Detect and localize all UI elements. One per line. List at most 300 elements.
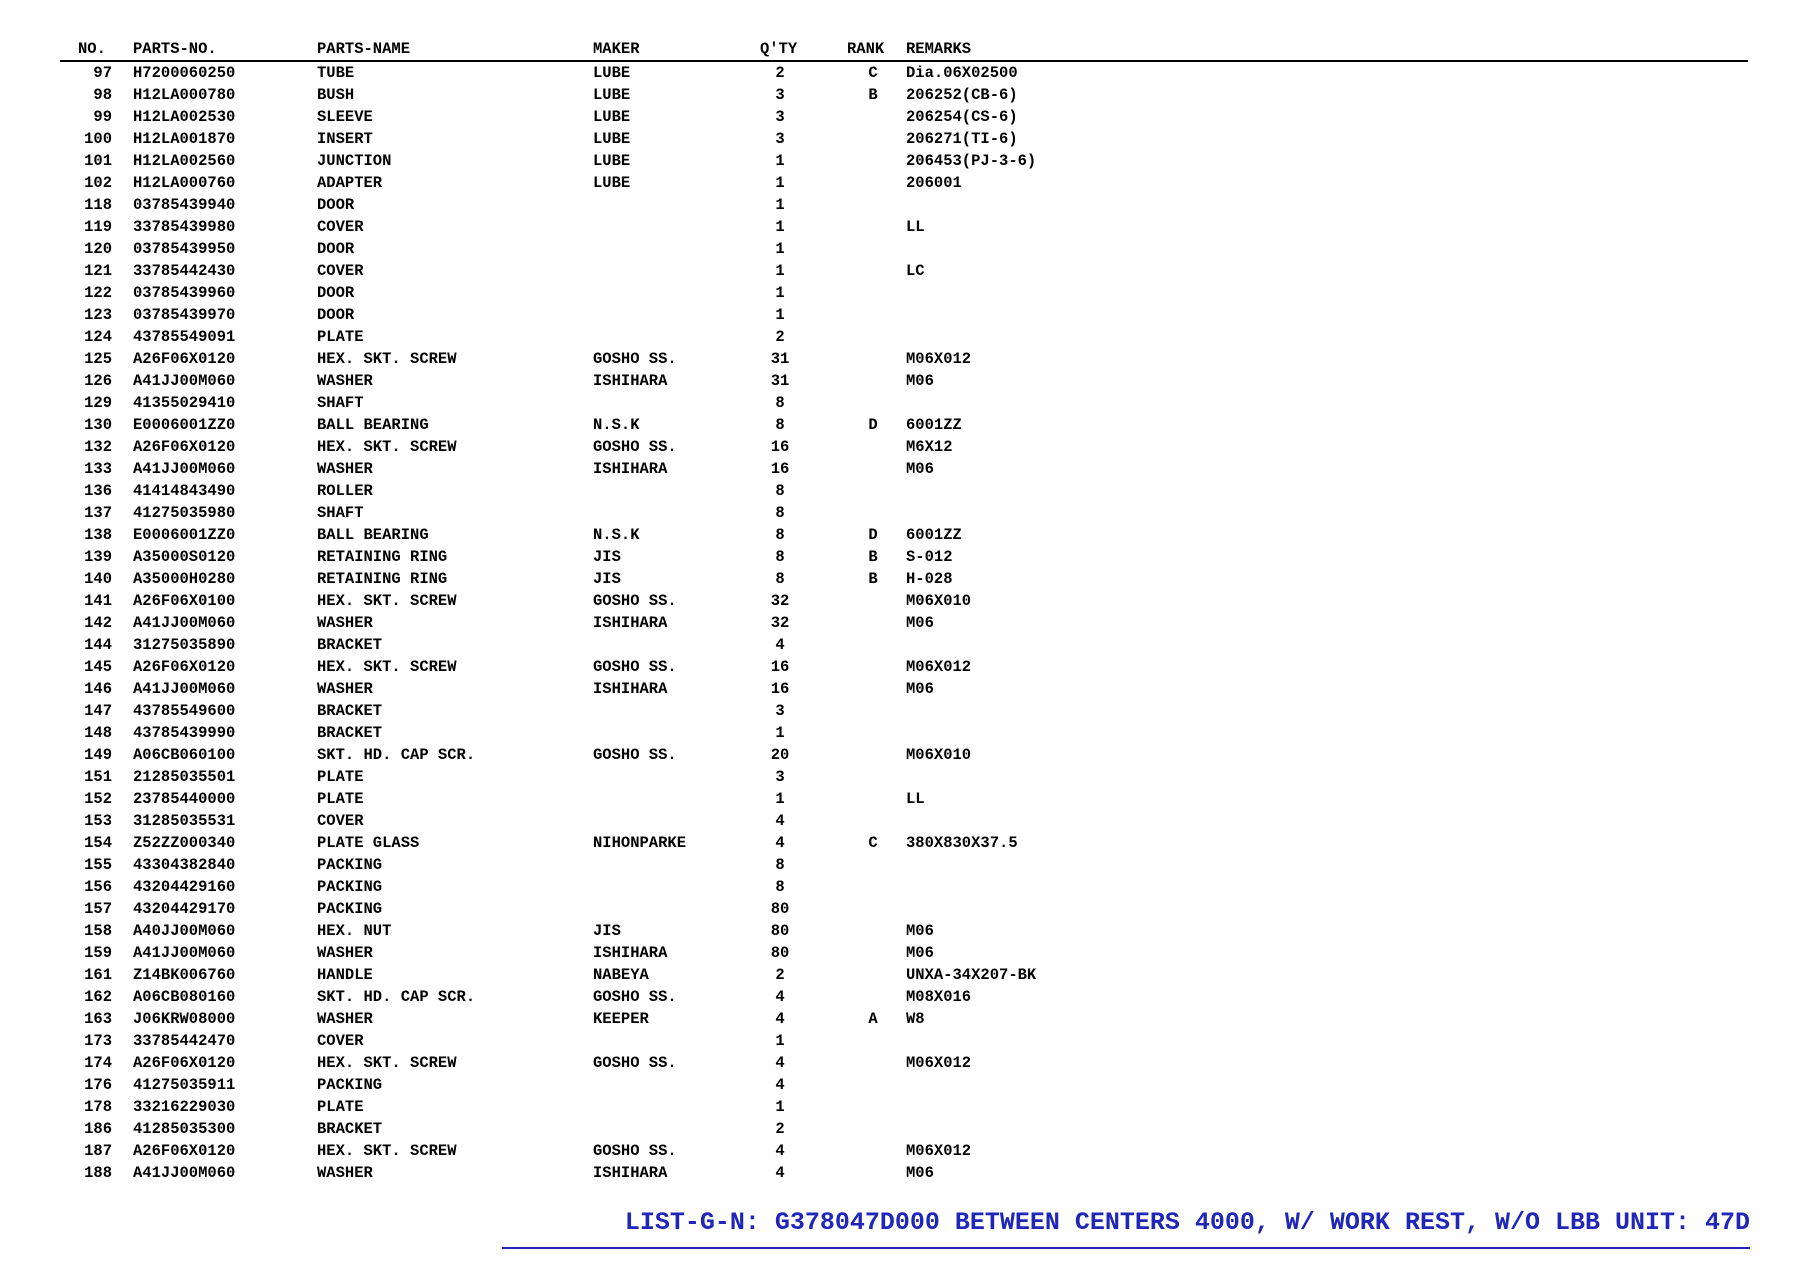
cell-parts-name: DOOR xyxy=(317,196,355,214)
cell-rank: D xyxy=(868,526,878,544)
cell-qty: 20 xyxy=(770,746,790,764)
cell-parts-no: A06CB060100 xyxy=(133,746,236,764)
cell-remarks: M06 xyxy=(906,680,934,698)
cell-parts-no: 33785442430 xyxy=(133,262,236,280)
cell-maker: GOSHO SS. xyxy=(593,1142,677,1160)
cell-maker: NIHONPARKE xyxy=(593,834,687,852)
table-row xyxy=(60,1074,1750,1096)
table-row xyxy=(60,62,1750,84)
cell-parts-name: HEX. SKT. SCREW xyxy=(317,350,457,368)
cell-qty: 80 xyxy=(770,922,790,940)
cell-maker: JIS xyxy=(593,922,621,940)
cell-remarks: M06 xyxy=(906,372,934,390)
table-row xyxy=(60,326,1750,348)
cell-parts-no: A35000S0120 xyxy=(133,548,236,566)
cell-parts-no: A26F06X0120 xyxy=(133,350,236,368)
cell-no: 99 xyxy=(93,108,112,126)
cell-no: 121 xyxy=(84,262,112,280)
cell-remarks: 380X830X37.5 xyxy=(906,834,1018,852)
cell-parts-no: 33785439980 xyxy=(133,218,236,236)
cell-qty: 4 xyxy=(775,1164,785,1182)
cell-no: 146 xyxy=(84,680,112,698)
cell-no: 140 xyxy=(84,570,112,588)
table-row xyxy=(60,744,1750,766)
cell-parts-no: A41JJ00M060 xyxy=(133,460,236,478)
cell-parts-no: 43785549600 xyxy=(133,702,236,720)
header-no: NO. xyxy=(78,40,106,58)
cell-qty: 4 xyxy=(775,1076,785,1094)
cell-parts-name: HEX. SKT. SCREW xyxy=(317,1054,457,1072)
table-row xyxy=(60,1052,1750,1074)
cell-parts-no: H12LA002560 xyxy=(133,152,236,170)
cell-parts-name: PLATE xyxy=(317,790,364,808)
cell-parts-no: E0006001ZZ0 xyxy=(133,416,236,434)
cell-parts-name: WASHER xyxy=(317,460,373,478)
header-parts-no: PARTS-NO. xyxy=(133,40,217,58)
cell-parts-name: WASHER xyxy=(317,944,373,962)
cell-qty: 1 xyxy=(775,152,785,170)
table-row xyxy=(60,678,1750,700)
cell-no: 158 xyxy=(84,922,112,940)
cell-parts-name: DOOR xyxy=(317,240,355,258)
cell-no: 148 xyxy=(84,724,112,742)
cell-parts-no: 41414843490 xyxy=(133,482,236,500)
cell-parts-no: Z14BK006760 xyxy=(133,966,236,984)
cell-parts-name: COVER xyxy=(317,1032,364,1050)
cell-qty: 2 xyxy=(775,64,785,82)
list-footer-title: LIST-G-N: G378047D000 BETWEEN CENTERS 4000, W/ WORK REST, W/O LBB UNIT: 47D xyxy=(502,1207,1750,1249)
cell-parts-name: JUNCTION xyxy=(317,152,392,170)
cell-no: 187 xyxy=(84,1142,112,1160)
cell-parts-no: 43204429160 xyxy=(133,878,236,896)
cell-parts-name: BRACKET xyxy=(317,1120,383,1138)
table-row xyxy=(60,282,1750,304)
cell-qty: 80 xyxy=(770,944,790,962)
cell-no: 174 xyxy=(84,1054,112,1072)
cell-maker: LUBE xyxy=(593,64,631,82)
cell-qty: 32 xyxy=(770,614,790,632)
cell-parts-name: ADAPTER xyxy=(317,174,383,192)
table-row xyxy=(60,238,1750,260)
cell-no: 186 xyxy=(84,1120,112,1138)
cell-maker: ISHIHARA xyxy=(593,1164,668,1182)
cell-parts-name: BALL BEARING xyxy=(317,416,429,434)
cell-qty: 2 xyxy=(775,966,785,984)
cell-parts-name: BUSH xyxy=(317,86,355,104)
cell-maker: ISHIHARA xyxy=(593,460,668,478)
cell-maker: JIS xyxy=(593,570,621,588)
cell-no: 102 xyxy=(84,174,112,192)
cell-no: 145 xyxy=(84,658,112,676)
cell-parts-name: BALL BEARING xyxy=(317,526,429,544)
cell-no: 152 xyxy=(84,790,112,808)
cell-qty: 1 xyxy=(775,306,785,324)
table-row xyxy=(60,502,1750,524)
cell-parts-name: WASHER xyxy=(317,680,373,698)
header-remarks: REMARKS xyxy=(906,40,972,58)
cell-parts-name: SKT. HD. CAP SCR. xyxy=(317,746,476,764)
cell-no: 178 xyxy=(84,1098,112,1116)
cell-parts-name: PLATE xyxy=(317,328,364,346)
cell-parts-name: SHAFT xyxy=(317,504,364,522)
cell-no: 125 xyxy=(84,350,112,368)
cell-maker: ISHIHARA xyxy=(593,680,668,698)
table-row xyxy=(60,84,1750,106)
cell-qty: 1 xyxy=(775,790,785,808)
table-row xyxy=(60,634,1750,656)
cell-parts-name: COVER xyxy=(317,812,364,830)
cell-no: 163 xyxy=(84,1010,112,1028)
cell-parts-name: PACKING xyxy=(317,1076,383,1094)
cell-qty: 4 xyxy=(775,834,785,852)
cell-parts-no: 43785549091 xyxy=(133,328,236,346)
cell-parts-no: A06CB080160 xyxy=(133,988,236,1006)
table-row xyxy=(60,832,1750,854)
cell-parts-no: A41JJ00M060 xyxy=(133,1164,236,1182)
cell-parts-no: H12LA000760 xyxy=(133,174,236,192)
cell-qty: 1 xyxy=(775,284,785,302)
cell-no: 188 xyxy=(84,1164,112,1182)
cell-parts-name: HEX. SKT. SCREW xyxy=(317,438,457,456)
cell-rank: B xyxy=(868,570,878,588)
cell-parts-no: 03785439940 xyxy=(133,196,236,214)
cell-parts-no: A26F06X0120 xyxy=(133,658,236,676)
cell-parts-no: 03785439950 xyxy=(133,240,236,258)
table-row xyxy=(60,414,1750,436)
table-body xyxy=(60,62,1750,1184)
cell-parts-no: 21285035501 xyxy=(133,768,236,786)
cell-parts-no: H12LA002530 xyxy=(133,108,236,126)
cell-qty: 31 xyxy=(770,372,790,390)
header-parts-name: PARTS-NAME xyxy=(317,40,411,58)
cell-parts-name: HEX. NUT xyxy=(317,922,392,940)
cell-remarks: M06X010 xyxy=(906,592,972,610)
cell-parts-name: SKT. HD. CAP SCR. xyxy=(317,988,476,1006)
cell-parts-no: 23785440000 xyxy=(133,790,236,808)
cell-remarks: 206254(CS-6) xyxy=(906,108,1018,126)
table-row xyxy=(60,106,1750,128)
cell-maker: NABEYA xyxy=(593,966,649,984)
table-row xyxy=(60,854,1750,876)
cell-qty: 4 xyxy=(775,1142,785,1160)
cell-no: 123 xyxy=(84,306,112,324)
cell-rank: B xyxy=(868,86,878,104)
table-row xyxy=(60,788,1750,810)
cell-parts-name: PACKING xyxy=(317,856,383,874)
table-row xyxy=(60,194,1750,216)
cell-remarks: S-012 xyxy=(906,548,953,566)
cell-rank: D xyxy=(868,416,878,434)
cell-qty: 80 xyxy=(770,900,790,918)
cell-maker: N.S.K xyxy=(593,416,640,434)
cell-parts-no: 03785439970 xyxy=(133,306,236,324)
cell-parts-name: INSERT xyxy=(317,130,373,148)
cell-maker: KEEPER xyxy=(593,1010,649,1028)
cell-parts-name: BRACKET xyxy=(317,702,383,720)
cell-qty: 1 xyxy=(775,262,785,280)
cell-remarks: LL xyxy=(906,790,925,808)
table-row xyxy=(60,700,1750,722)
cell-qty: 8 xyxy=(775,878,785,896)
cell-no: 157 xyxy=(84,900,112,918)
cell-remarks: 206271(TI-6) xyxy=(906,130,1018,148)
cell-qty: 3 xyxy=(775,86,785,104)
cell-qty: 1 xyxy=(775,174,785,192)
cell-qty: 16 xyxy=(770,460,790,478)
cell-parts-name: RETAINING RING xyxy=(317,570,448,588)
cell-qty: 8 xyxy=(775,526,785,544)
cell-parts-no: 31285035531 xyxy=(133,812,236,830)
cell-remarks: M06X012 xyxy=(906,1054,972,1072)
cell-no: 137 xyxy=(84,504,112,522)
cell-parts-name: PLATE GLASS xyxy=(317,834,420,852)
cell-parts-no: 43304382840 xyxy=(133,856,236,874)
table-row xyxy=(60,656,1750,678)
cell-qty: 3 xyxy=(775,702,785,720)
cell-parts-name: PACKING xyxy=(317,900,383,918)
cell-parts-no: 41275035980 xyxy=(133,504,236,522)
cell-parts-name: PLATE xyxy=(317,768,364,786)
cell-parts-name: WASHER xyxy=(317,614,373,632)
cell-qty: 4 xyxy=(775,1054,785,1072)
cell-qty: 4 xyxy=(775,636,785,654)
table-row xyxy=(60,128,1750,150)
header-qty: Q'TY xyxy=(760,40,798,58)
table-row xyxy=(60,964,1750,986)
cell-parts-name: HEX. SKT. SCREW xyxy=(317,658,457,676)
cell-parts-name: RETAINING RING xyxy=(317,548,448,566)
cell-qty: 4 xyxy=(775,812,785,830)
cell-remarks: M06X012 xyxy=(906,350,972,368)
cell-no: 132 xyxy=(84,438,112,456)
cell-no: 122 xyxy=(84,284,112,302)
cell-qty: 4 xyxy=(775,988,785,1006)
table-row xyxy=(60,392,1750,414)
cell-no: 161 xyxy=(84,966,112,984)
cell-parts-no: 33216229030 xyxy=(133,1098,236,1116)
cell-parts-no: 41285035300 xyxy=(133,1120,236,1138)
cell-maker: ISHIHARA xyxy=(593,944,668,962)
cell-no: 130 xyxy=(84,416,112,434)
cell-parts-name: PACKING xyxy=(317,878,383,896)
cell-no: 151 xyxy=(84,768,112,786)
cell-rank: B xyxy=(868,548,878,566)
cell-qty: 2 xyxy=(775,328,785,346)
cell-parts-name: DOOR xyxy=(317,284,355,302)
cell-remarks: W8 xyxy=(906,1010,925,1028)
cell-remarks: M06 xyxy=(906,614,934,632)
cell-parts-no: H7200060250 xyxy=(133,64,236,82)
cell-parts-no: 41275035911 xyxy=(133,1076,236,1094)
cell-remarks: LC xyxy=(906,262,925,280)
cell-qty: 1 xyxy=(775,1032,785,1050)
cell-qty: 8 xyxy=(775,394,785,412)
cell-maker: ISHIHARA xyxy=(593,372,668,390)
cell-no: 138 xyxy=(84,526,112,544)
cell-no: 141 xyxy=(84,592,112,610)
cell-parts-name: DOOR xyxy=(317,306,355,324)
cell-maker: GOSHO SS. xyxy=(593,438,677,456)
table-row xyxy=(60,1118,1750,1140)
cell-remarks: Dia.06X02500 xyxy=(906,64,1018,82)
cell-no: 173 xyxy=(84,1032,112,1050)
cell-parts-name: SLEEVE xyxy=(317,108,373,126)
cell-remarks: UNXA-34X207-BK xyxy=(906,966,1037,984)
header-rank: RANK xyxy=(847,40,885,58)
cell-no: 126 xyxy=(84,372,112,390)
cell-parts-no: A41JJ00M060 xyxy=(133,372,236,390)
cell-qty: 1 xyxy=(775,1098,785,1116)
cell-qty: 31 xyxy=(770,350,790,368)
cell-parts-no: 43204429170 xyxy=(133,900,236,918)
cell-no: 118 xyxy=(84,196,112,214)
cell-parts-name: HEX. SKT. SCREW xyxy=(317,1142,457,1160)
cell-qty: 8 xyxy=(775,416,785,434)
table-row xyxy=(60,568,1750,590)
cell-qty: 8 xyxy=(775,548,785,566)
cell-remarks: M6X12 xyxy=(906,438,953,456)
cell-remarks: LL xyxy=(906,218,925,236)
cell-qty: 8 xyxy=(775,570,785,588)
cell-qty: 1 xyxy=(775,218,785,236)
cell-maker: LUBE xyxy=(593,108,631,126)
cell-qty: 1 xyxy=(775,240,785,258)
cell-parts-no: J06KRW08000 xyxy=(133,1010,236,1028)
cell-parts-name: COVER xyxy=(317,262,364,280)
cell-parts-name: HEX. SKT. SCREW xyxy=(317,592,457,610)
table-row xyxy=(60,876,1750,898)
table-row xyxy=(60,304,1750,326)
table-row xyxy=(60,370,1750,392)
table-row xyxy=(60,1140,1750,1162)
cell-no: 176 xyxy=(84,1076,112,1094)
cell-no: 159 xyxy=(84,944,112,962)
cell-parts-no: 41355029410 xyxy=(133,394,236,412)
cell-qty: 1 xyxy=(775,196,785,214)
cell-no: 153 xyxy=(84,812,112,830)
table-row xyxy=(60,1008,1750,1030)
cell-qty: 1 xyxy=(775,724,785,742)
cell-parts-no: 03785439960 xyxy=(133,284,236,302)
table-row xyxy=(60,920,1750,942)
table-row xyxy=(60,722,1750,744)
table-row xyxy=(60,436,1750,458)
cell-parts-no: H12LA001870 xyxy=(133,130,236,148)
table-row xyxy=(60,546,1750,568)
table-row xyxy=(60,898,1750,920)
table-row xyxy=(60,590,1750,612)
cell-remarks: 206001 xyxy=(906,174,962,192)
cell-qty: 8 xyxy=(775,504,785,522)
cell-no: 139 xyxy=(84,548,112,566)
cell-no: 133 xyxy=(84,460,112,478)
cell-no: 144 xyxy=(84,636,112,654)
cell-remarks: M06 xyxy=(906,922,934,940)
table-row xyxy=(60,766,1750,788)
cell-no: 155 xyxy=(84,856,112,874)
cell-no: 100 xyxy=(84,130,112,148)
cell-no: 124 xyxy=(84,328,112,346)
cell-remarks: M08X016 xyxy=(906,988,972,1006)
cell-no: 101 xyxy=(84,152,112,170)
cell-remarks: 6001ZZ xyxy=(906,526,962,544)
cell-maker: ISHIHARA xyxy=(593,614,668,632)
cell-parts-name: HANDLE xyxy=(317,966,373,984)
cell-no: 120 xyxy=(84,240,112,258)
cell-maker: GOSHO SS. xyxy=(593,988,677,1006)
cell-parts-no: A26F06X0120 xyxy=(133,1142,236,1160)
cell-parts-name: SHAFT xyxy=(317,394,364,412)
cell-remarks: 206252(CB-6) xyxy=(906,86,1018,104)
cell-no: 149 xyxy=(84,746,112,764)
cell-maker: GOSHO SS. xyxy=(593,1054,677,1072)
table-row xyxy=(60,172,1750,194)
cell-parts-no: A26F06X0100 xyxy=(133,592,236,610)
cell-maker: GOSHO SS. xyxy=(593,592,677,610)
cell-parts-name: BRACKET xyxy=(317,636,383,654)
cell-parts-no: A40JJ00M060 xyxy=(133,922,236,940)
cell-remarks: M06 xyxy=(906,1164,934,1182)
cell-rank: C xyxy=(868,834,878,852)
cell-parts-name: WASHER xyxy=(317,1164,373,1182)
cell-qty: 3 xyxy=(775,108,785,126)
table-row xyxy=(60,612,1750,634)
cell-parts-name: ROLLER xyxy=(317,482,373,500)
cell-qty: 32 xyxy=(770,592,790,610)
cell-maker: LUBE xyxy=(593,130,631,148)
cell-remarks: M06 xyxy=(906,944,934,962)
cell-no: 156 xyxy=(84,878,112,896)
table-row xyxy=(60,1030,1750,1052)
table-row xyxy=(60,810,1750,832)
cell-parts-no: A41JJ00M060 xyxy=(133,614,236,632)
table-row xyxy=(60,1162,1750,1184)
table-header xyxy=(60,38,1748,62)
cell-remarks: 6001ZZ xyxy=(906,416,962,434)
cell-qty: 8 xyxy=(775,856,785,874)
cell-qty: 16 xyxy=(770,680,790,698)
cell-parts-name: COVER xyxy=(317,218,364,236)
cell-parts-no: H12LA000780 xyxy=(133,86,236,104)
cell-maker: LUBE xyxy=(593,86,631,104)
cell-parts-name: TUBE xyxy=(317,64,355,82)
cell-maker: LUBE xyxy=(593,152,631,170)
table-row xyxy=(60,260,1750,282)
cell-parts-no: 31275035890 xyxy=(133,636,236,654)
table-row xyxy=(60,524,1750,546)
cell-maker: LUBE xyxy=(593,174,631,192)
cell-qty: 8 xyxy=(775,482,785,500)
table-row xyxy=(60,1096,1750,1118)
cell-remarks: M06 xyxy=(906,460,934,478)
header-maker: MAKER xyxy=(593,40,640,58)
table-row xyxy=(60,480,1750,502)
cell-parts-no: A35000H0280 xyxy=(133,570,236,588)
table-row xyxy=(60,348,1750,370)
cell-parts-name: BRACKET xyxy=(317,724,383,742)
cell-remarks: M06X012 xyxy=(906,1142,972,1160)
cell-no: 119 xyxy=(84,218,112,236)
cell-parts-no: E0006001ZZ0 xyxy=(133,526,236,544)
cell-rank: A xyxy=(868,1010,878,1028)
cell-no: 162 xyxy=(84,988,112,1006)
cell-parts-no: A26F06X0120 xyxy=(133,438,236,456)
cell-qty: 3 xyxy=(775,130,785,148)
cell-no: 136 xyxy=(84,482,112,500)
cell-remarks: 206453(PJ-3-6) xyxy=(906,152,1037,170)
cell-parts-no: 43785439990 xyxy=(133,724,236,742)
cell-parts-no: A26F06X0120 xyxy=(133,1054,236,1072)
